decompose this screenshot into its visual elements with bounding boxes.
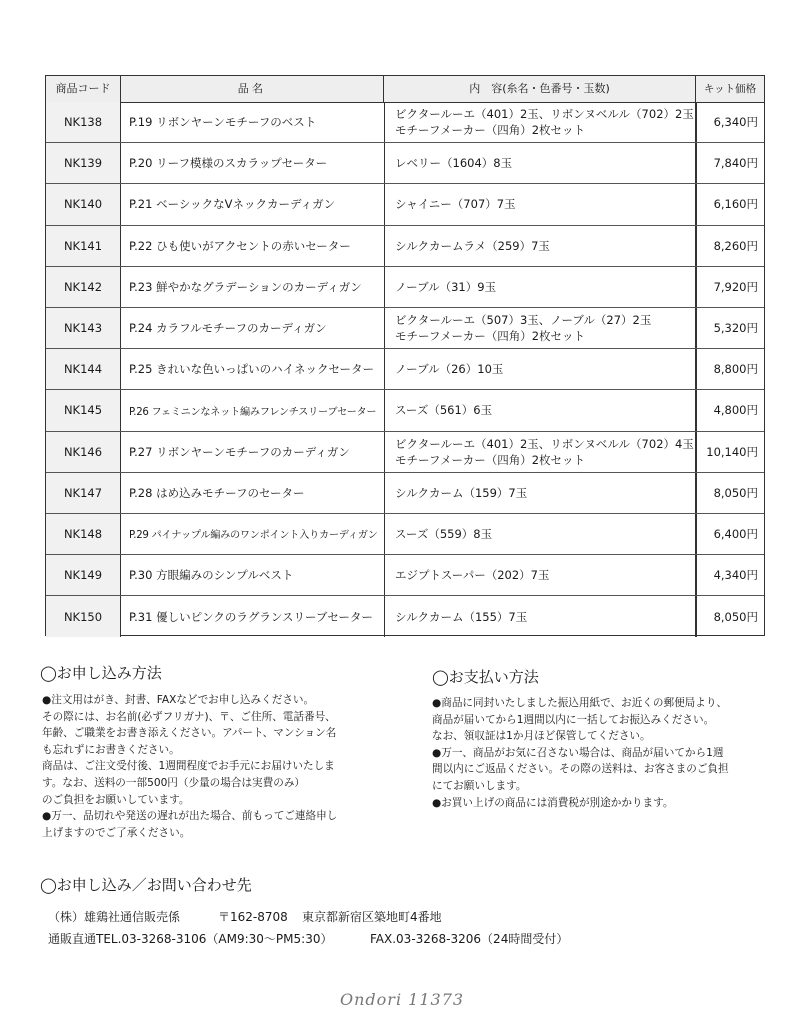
row-code: NK149 — [46, 555, 121, 595]
row-code: NK141 — [46, 226, 121, 266]
info-line: ●商品に同封いたしました振込用紙で、お近くの郵便局より、 — [432, 697, 728, 709]
row-name: P.21 ベーシックなVネックカーディガン — [129, 197, 336, 212]
table-row — [46, 349, 764, 390]
row-price: 6,340円 — [696, 102, 764, 142]
info-line: 間以内にご返品ください。その際の送料は、お客さまのご負担 — [432, 763, 729, 776]
row-price: 8,050円 — [696, 596, 764, 637]
info-line: ●お買い上げの商品には消費税が別途かかります。 — [432, 796, 674, 809]
payment-method-body — [432, 695, 729, 811]
info-line: なお、領収証は1か月ほど保管してください。 — [432, 730, 651, 743]
header-code: 商品コード — [46, 76, 121, 102]
row-contents — [384, 308, 696, 348]
row-contents — [384, 390, 696, 430]
info-line: 上げますのでご了承ください。 — [42, 826, 191, 839]
row-contents-line: シルクカーム（155）7玉 — [395, 609, 528, 624]
row-contents — [384, 555, 696, 595]
row-contents-line: モチーフメーカー（四角）2枚セット — [395, 123, 586, 138]
row-price: 10,140円 — [696, 432, 764, 472]
row-code: NK150 — [46, 596, 121, 637]
row-contents-line: ビクタールーエ（401）2玉、リボンヌベルル（702）4玉 — [395, 436, 694, 451]
row-contents — [384, 349, 696, 389]
header-price: キット価格 — [703, 83, 757, 95]
contact-title: ◯お申し込み／お問い合わせ先 — [40, 876, 252, 894]
row-contents — [384, 514, 696, 554]
info-line: ●注文用はがき、封書、FAXなどでお申し込みください。 — [42, 694, 315, 706]
row-contents — [384, 596, 696, 637]
table-row — [46, 390, 764, 431]
contact-fax: FAX.03-3268-3206（24時間受付） — [370, 932, 569, 946]
row-price: 8,260円 — [696, 226, 764, 266]
row-contents — [384, 184, 696, 224]
table-row — [46, 473, 764, 514]
info-line: 商品は、ご注文受付後、1週間程度でお手元にお届けいたしま — [42, 760, 335, 773]
row-contents — [384, 226, 696, 266]
table-row — [46, 596, 764, 637]
row-price: 8,050円 — [696, 473, 764, 513]
table-body — [46, 102, 764, 637]
row-contents — [384, 432, 696, 472]
contact-company: （株）雄鶏社通信販売係 — [48, 910, 181, 924]
row-contents — [384, 267, 696, 307]
row-price: 7,840円 — [696, 143, 764, 183]
row-price: 6,160円 — [696, 184, 764, 224]
row-name: P.19 リボンヤーンモチーフのベスト — [129, 115, 317, 130]
row-code: NK148 — [46, 514, 121, 554]
row-code: NK143 — [46, 308, 121, 348]
info-line: 年齢、ご職業をお書き添えください。アパート、マンション名 — [42, 727, 337, 740]
row-code: NK147 — [46, 473, 121, 513]
row-name: P.20 リーフ模様のスカラップセーター — [129, 156, 328, 171]
row-contents-line: シルクカーム（159）7玉 — [395, 485, 528, 500]
row-contents — [384, 143, 696, 183]
row-price: 7,920円 — [696, 267, 764, 307]
row-price: 8,800円 — [696, 349, 764, 389]
info-line: ●万一、品切れや発送の遅れが出た場合、前もってご連絡申し — [42, 810, 338, 823]
row-code: NK146 — [46, 432, 121, 472]
table-row — [46, 267, 764, 308]
table-row — [46, 143, 764, 184]
row-code: NK139 — [46, 143, 121, 183]
contact-address: 東京都新宿区築地町4番地 — [302, 910, 442, 924]
table-row — [46, 226, 764, 267]
row-contents-line: エジプトスーパー（202）7玉 — [395, 568, 550, 583]
order-method-title: ◯お申し込み方法 — [40, 664, 162, 682]
info-line: その際には、お名前(必ずフリガナ)、〒、ご住所、電話番号、 — [42, 710, 336, 723]
info-line: のご負担をお願いしています。 — [42, 793, 190, 806]
row-contents-line: ビクタールーエ（401）2玉、リボンヌベルル（702）2玉 — [395, 107, 694, 122]
row-contents-line: スーズ（561）6玉 — [395, 403, 493, 418]
row-name: P.29 パイナップル編みのワンポイント入りカーディガン — [129, 530, 378, 542]
row-price: 6,400円 — [696, 514, 764, 554]
row-name: P.30 方眼編みのシンプルベスト — [129, 568, 294, 583]
row-price: 4,340円 — [696, 555, 764, 595]
order-method-body — [42, 692, 337, 841]
row-name: P.28 はめ込みモチーフのセーター — [129, 485, 305, 500]
info-line: も忘れずにお書きください。 — [42, 743, 180, 756]
header-contents: 内 容(糸名・色番号・玉数) — [384, 76, 696, 102]
row-name: P.25 きれいな色いっぱいのハイネックセーター — [129, 362, 375, 377]
row-code: NK138 — [46, 102, 121, 142]
table-row — [46, 308, 764, 349]
row-code: NK144 — [46, 349, 121, 389]
contact-tel: 通販直通TEL.03-3268-3106（AM9:30〜PM5:30） — [48, 932, 333, 946]
info-line: 商品が届いてから1週間以内に一括してお振込みください。 — [432, 713, 715, 726]
row-contents-line: ノーブル（31）9玉 — [395, 279, 497, 294]
table-row — [46, 184, 764, 225]
payment-method-title: ◯お支払い方法 — [432, 668, 539, 686]
row-contents-line: レベリー（1604）8玉 — [395, 156, 513, 171]
row-name: P.31 優しいピンクのラグランスリーブセーター — [129, 609, 373, 624]
row-price: 5,320円 — [696, 308, 764, 348]
info-line: にてお願いします。 — [432, 779, 527, 792]
row-name: P.24 カラフルモチーフのカーディガン — [129, 321, 327, 336]
row-contents-line: スーズ（559）8玉 — [395, 526, 493, 541]
row-name: P.26 フェミニンなネット編みフレンチスリーブセーター — [129, 406, 377, 418]
row-price: 4,800円 — [696, 390, 764, 430]
row-contents — [384, 102, 696, 142]
row-code: NK142 — [46, 267, 121, 307]
row-name: P.22 ひも使いがアクセントの赤いセーター — [129, 238, 351, 253]
row-contents-line: ビクタールーエ（507）3玉、ノーブル（27）2玉 — [395, 313, 652, 328]
contact-postal: 〒162-8708 — [218, 910, 288, 924]
table-row — [46, 514, 764, 555]
row-contents — [384, 473, 696, 513]
info-line: す。なお、送料の一部500円（少量の場合は実費のみ） — [42, 776, 306, 789]
kit-price-table — [45, 75, 765, 636]
row-contents-line: モチーフメーカー（四角）2枚セット — [395, 452, 586, 467]
row-contents-line: モチーフメーカー（四角）2枚セット — [395, 329, 586, 344]
header-name: 品名 — [121, 76, 384, 102]
table-header — [46, 76, 764, 103]
row-contents-line: シルクカームラメ（259）7玉 — [395, 238, 550, 253]
table-row — [46, 102, 764, 143]
catalog-id: Ondori 11373 — [340, 990, 465, 1009]
row-name: P.23 鮮やかなグラデーションのカーディガン — [129, 279, 362, 294]
table-row — [46, 555, 764, 596]
row-contents-line: シャイニー（707）7玉 — [395, 197, 516, 212]
row-code: NK145 — [46, 390, 121, 430]
info-line: ●万一、商品がお気に召さない場合は、商品が届いてから1週 — [432, 746, 724, 759]
row-contents-line: ノーブル（26）10玉 — [395, 362, 504, 377]
row-code: NK140 — [46, 184, 121, 224]
row-name: P.27 リボンヤーンモチーフのカーディガン — [129, 444, 350, 459]
table-row — [46, 432, 764, 473]
